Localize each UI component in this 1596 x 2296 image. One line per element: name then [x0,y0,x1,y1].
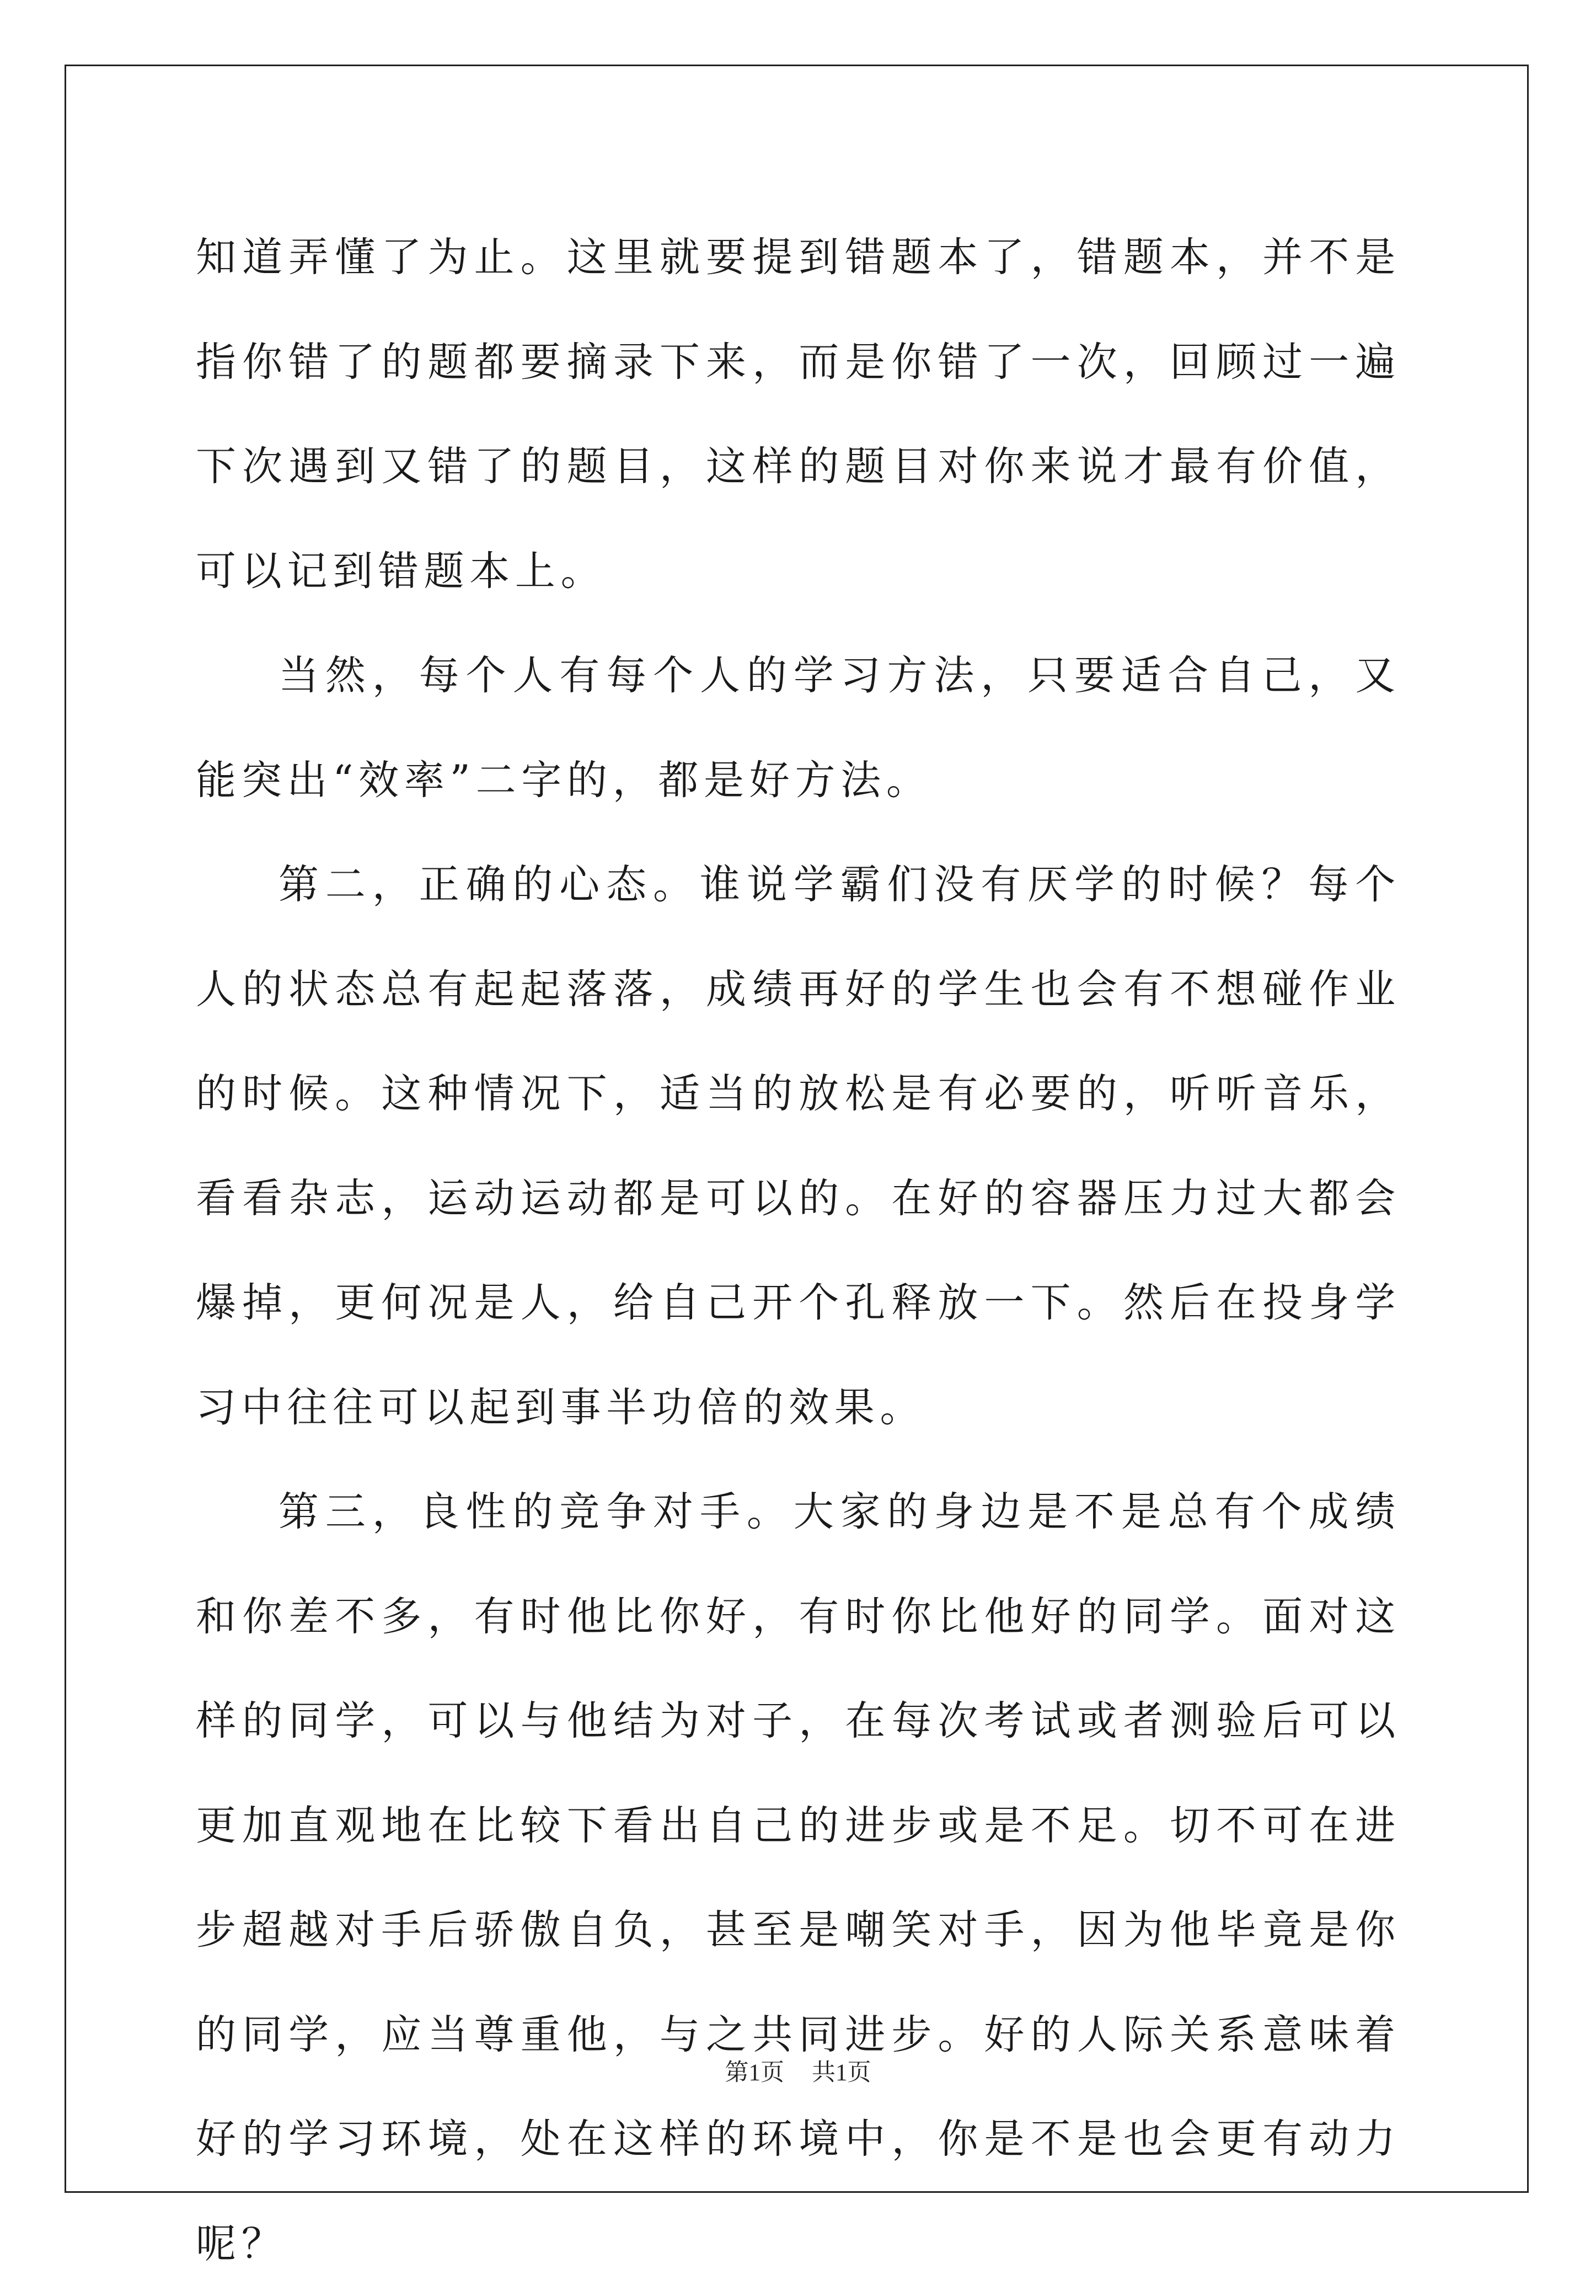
paragraph-second-point: 第二，正确的心态。谁说学霸们没有厌学的时候？每个人的状态总有起起落落，成绩再好的学生也会有不想碰作业的时候。这种情况下，适当的放松是有必要的，听听音乐，看看杂志，运动运动都是可以的。在好的容器压力过大都会爆掉，更何况是人，给自己开个孔释放一下。然后在投身学习中往往可以起到事半功倍的效果。 [196,861,1401,1431]
page-total: 共1页 [812,2060,871,2086]
document-body [196,205,1401,2296]
page-number: 第1页 [725,2060,784,2086]
paragraph-third-point: 第三，良性的竞争对手。大家的身边是不是总有个成绩和你差不多，有时他比你好，有时你比他好的同学。面对这样的同学，可以与他结为对子，在每次考试或者测验后可以更加直观地在比较下看出自己的进步或是不足。切不可在进步超越对手后骄傲自负，甚至是嘲笑对手，因为他毕竟是你的同学，应当尊重他，与之共同进步。好的人际关系意味着好的学习环境，处在这样的环境中，你是不是也会更有动力呢？ [196,1488,1401,2267]
paragraph-continued: 知道弄懂了为止。这里就要提到错题本了，错题本，并不是指你错了的题都要摘录下来，而是你错了一次，回顾过一遍下次遇到又错了的题目，这样的题目对你来说才最有价值，可以记到错题本上。 [196,234,1401,595]
paragraph-study-methods: 当然，每个人有每个人的学习方法，只要适合自己，又能突出“效率”二字的，都是好方法。 [196,652,1401,804]
page-footer [0,2057,1596,2090]
